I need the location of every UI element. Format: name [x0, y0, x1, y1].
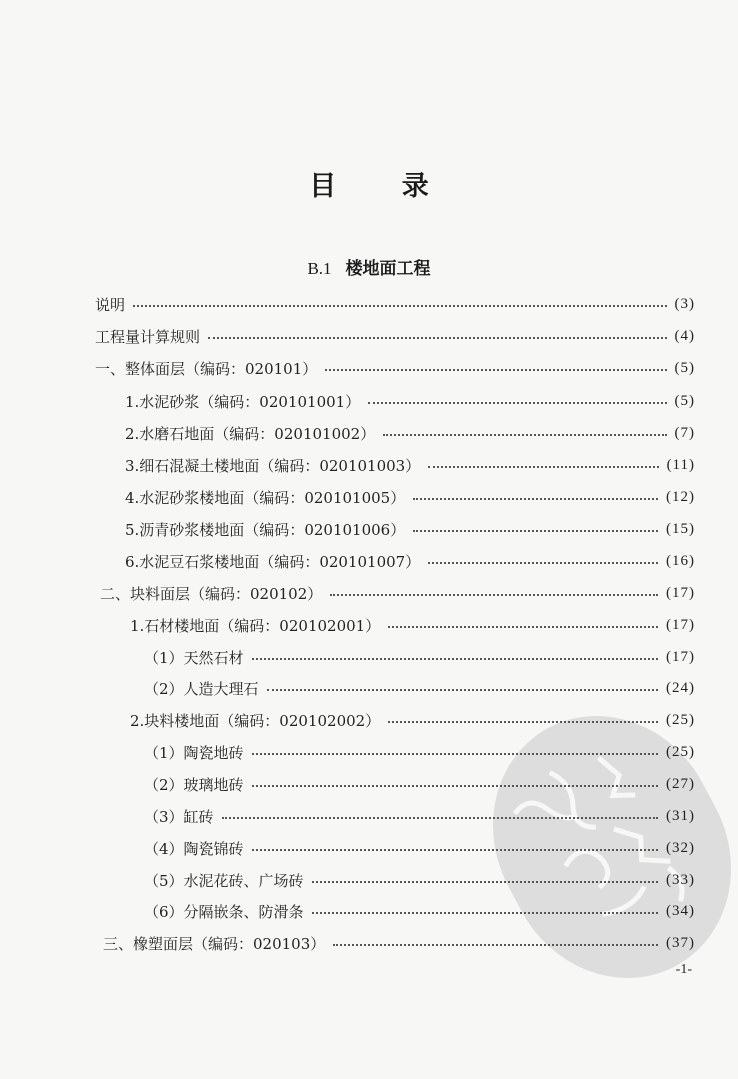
toc-entry-page: (24): [666, 679, 695, 696]
toc-entry-page: (31): [666, 807, 695, 824]
toc-entry[interactable]: [144, 770, 695, 798]
toc-entry-label: 工程量计算规则: [95, 327, 201, 346]
leader-dots: [252, 785, 658, 787]
leader-dots: [252, 753, 658, 755]
toc-entry[interactable]: [100, 579, 695, 607]
toc-entry-page: (25): [666, 743, 695, 760]
toc-entry-page: (37): [666, 934, 695, 951]
toc-entry-label: 1.水泥砂浆（编码：020101001）: [125, 392, 361, 411]
toc-entry-page: (15): [666, 520, 695, 537]
leader-dots: [252, 849, 658, 851]
page-number: -1-: [675, 962, 692, 977]
toc-entry-page: (27): [666, 775, 695, 792]
leader-dots: [388, 721, 658, 723]
section-number: B.1: [307, 259, 332, 278]
leader-dots: [312, 912, 658, 914]
toc-entry[interactable]: [144, 834, 695, 862]
toc-entry-page: (25): [666, 711, 695, 728]
toc-entry-label: 三、橡塑面层（编码：020103）: [103, 934, 326, 953]
leader-dots: [330, 594, 658, 596]
toc-entry-page: (3): [674, 295, 695, 312]
toc-entry[interactable]: [125, 483, 695, 511]
leader-dots: [325, 369, 666, 371]
toc-entry-label: 3.细石混凝土楼地面（编码：020101003）: [125, 456, 421, 475]
leader-dots: [368, 402, 666, 404]
toc-entry-label: 2.水磨石地面（编码：020101002）: [125, 424, 376, 443]
toc-entry-label: （1）天然石材: [144, 648, 244, 667]
toc-entry[interactable]: [144, 802, 695, 830]
toc-entry-page: (17): [666, 648, 695, 665]
toc-entry-page: (33): [666, 871, 695, 888]
toc-entry-label: （1）陶瓷地砖: [144, 743, 244, 762]
leader-dots: [208, 337, 666, 339]
toc-entry-page: (17): [666, 584, 695, 601]
page-title: 目 录: [309, 171, 457, 202]
toc-entry[interactable]: [125, 387, 695, 415]
toc-entry-page: (16): [666, 552, 695, 569]
toc-entry[interactable]: [125, 547, 695, 575]
toc-entry-label: 5.沥青砂浆楼地面（编码：020101006）: [125, 520, 406, 539]
toc-entry[interactable]: [95, 354, 695, 382]
toc-entry-label: （6）分隔嵌条、防滑条: [144, 902, 304, 921]
toc-entry[interactable]: [130, 611, 695, 639]
toc-entry-page: (12): [666, 488, 695, 505]
leader-dots: [413, 498, 658, 500]
toc-entry-label: 2.块料楼地面（编码：020102002）: [130, 711, 381, 730]
toc-entry-label: （4）陶瓷锦砖: [144, 839, 244, 858]
leader-dots: [428, 562, 658, 564]
toc-entry[interactable]: [130, 706, 695, 734]
toc-entry-page: (5): [674, 359, 695, 376]
leader-dots: [428, 466, 658, 468]
toc-entry[interactable]: [144, 738, 695, 766]
section-heading: [0, 254, 738, 279]
toc-entry[interactable]: [125, 515, 695, 543]
toc-entry-label: 4.水泥砂浆楼地面（编码：020101005）: [125, 488, 406, 507]
leader-dots: [267, 689, 658, 691]
toc-entry-label: （3）缸砖: [144, 807, 214, 826]
toc-entry-page: (11): [666, 456, 695, 473]
leader-dots: [333, 944, 658, 946]
toc-entry-page: (4): [674, 327, 695, 344]
toc-entry[interactable]: [95, 290, 695, 318]
toc-entry[interactable]: [144, 643, 695, 671]
leader-dots: [413, 530, 658, 532]
toc-entry[interactable]: [144, 897, 695, 925]
toc-entry-label: 二、块料面层（编码：020102）: [100, 584, 323, 603]
leader-dots: [312, 881, 658, 883]
leader-dots: [383, 434, 666, 436]
toc-entry-page: (32): [666, 839, 695, 856]
toc-entry[interactable]: [125, 451, 695, 479]
toc-entry-label: 6.水泥豆石浆楼地面（编码：020101007）: [125, 552, 421, 571]
toc-entry-label: （2）人造大理石: [144, 679, 259, 698]
toc-entry-label: （2）玻璃地砖: [144, 775, 244, 794]
toc-entry[interactable]: [103, 929, 695, 957]
leader-dots: [252, 658, 658, 660]
toc-entry[interactable]: [125, 419, 695, 447]
toc-entry-page: (17): [666, 616, 695, 633]
toc-entry[interactable]: [95, 322, 695, 350]
toc-entry[interactable]: [144, 866, 695, 894]
leader-dots: [222, 817, 658, 819]
leader-dots: [388, 626, 658, 628]
toc-entry[interactable]: [144, 674, 695, 702]
toc-entry-label: （5）水泥花砖、广场砖: [144, 871, 304, 890]
toc-entry-page: (5): [674, 392, 695, 409]
toc-entry-label: 1.石材楼地面（编码：020102001）: [130, 616, 381, 635]
section-title: 楼地面工程: [345, 259, 431, 279]
toc-entry-label: 一、整体面层（编码：020101）: [95, 359, 318, 378]
leader-dots: [133, 305, 666, 307]
toc-entry-page: (34): [666, 902, 695, 919]
toc-entry-label: 说明: [95, 295, 126, 314]
toc-entry-page: (7): [674, 424, 695, 441]
